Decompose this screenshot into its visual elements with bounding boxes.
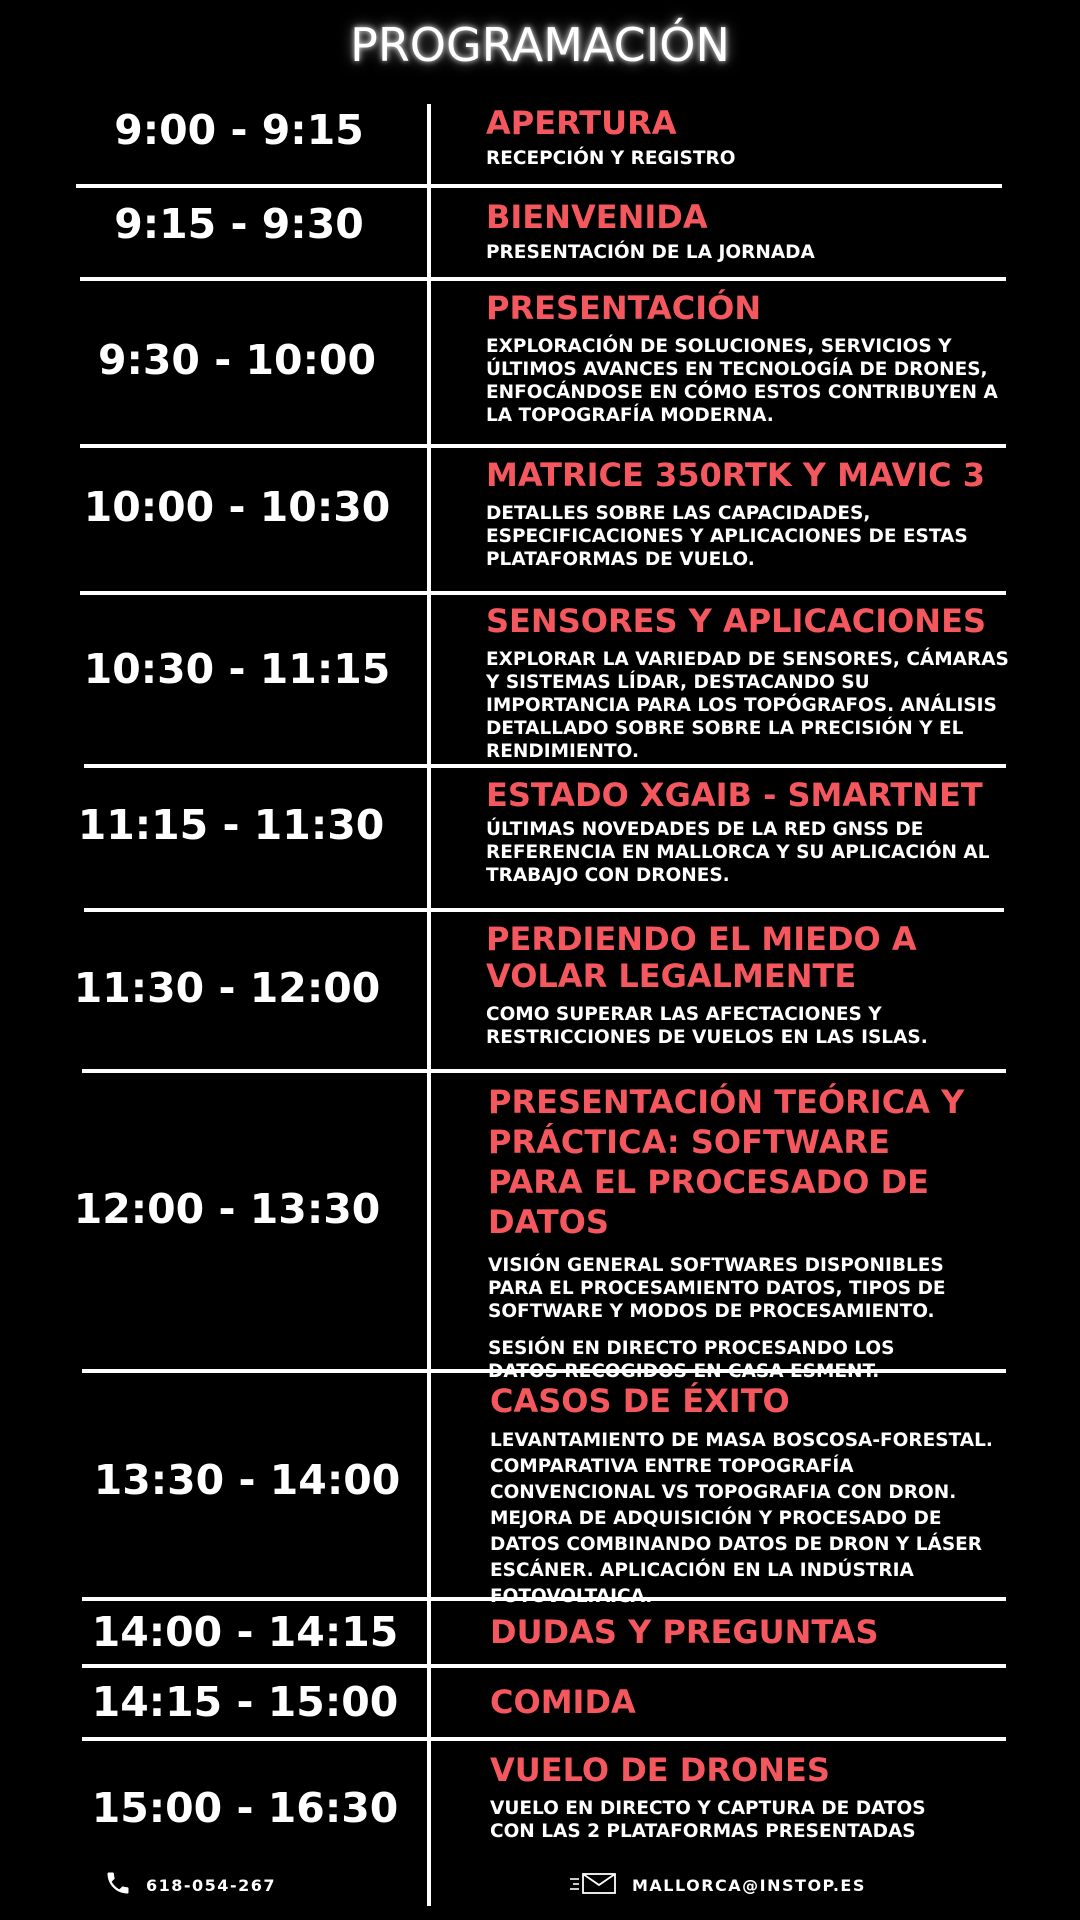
time-slot: 11:15 - 11:30 [77,801,385,849]
session-block [486,921,1016,1049]
session-description: SESIÓN EN DIRECTO PROCESANDO LOS DATOS RECOGIDOS EN CASA ESMENT. [488,1338,895,1382]
session-block [486,457,1016,571]
session-block [490,1684,1020,1721]
time-slot: 10:00 - 10:30 [83,483,391,531]
phone-icon [104,1869,132,1901]
time-slot: 9:00 - 9:15 [114,106,364,154]
session-block [490,1614,1020,1651]
email-address: MALLORCA@INSTOP.ES [632,1875,866,1895]
session-block [490,1752,1020,1843]
session-block [490,1383,1020,1610]
time-slot: 14:00 - 14:15 [91,1608,399,1656]
time-slot: 10:30 - 11:15 [83,645,391,693]
session-description: EXPLORAR LA VARIEDAD DE SENSORES, CÁMARAS Y SISTEMAS LÍDAR, DESTACANDO SU IMPORTANCIA PARA LOS TOPÓGRAFOS. ANÁLISIS DETALLADO SOBRE SOBRE LA PRECISIÓN Y EL RENDIMIENTO. [486,649,1009,762]
envelope-icon [570,1871,618,1899]
session-description: PRESENTACIÓN DE LA JORNADA [486,242,815,263]
session-title: APERTURA [486,104,677,142]
time-slot: 11:30 - 12:00 [73,964,381,1012]
session-description: ÚLTIMAS NOVEDADES DE LA RED GNSS DE REFERENCIA EN MALLORCA Y SU APLICACIÓN AL TRABAJO CON DRONES. [486,819,990,886]
session-block [486,777,1016,887]
session-title: ESTADO XGAIB - SMARTNET [486,776,983,814]
row-divider [84,908,1004,912]
phone-number: 618-054-267 [146,1875,276,1895]
time-slot: 15:00 - 16:30 [91,1784,399,1832]
footer-phone[interactable] [104,1869,276,1901]
row-divider [80,277,1006,281]
session-description: DETALLES SOBRE LAS CAPACIDADES, ESPECIFICACIONES Y APLICACIONES DE ESTAS PLATAFORMAS DE VUELO. [486,503,968,570]
row-divider [82,1664,1006,1668]
session-description: COMO SUPERAR LAS AFECTACIONES Y RESTRICCIONES DE VUELOS EN LAS ISLAS. [486,1004,928,1048]
session-block [488,1082,1018,1383]
session-description: VUELO EN DIRECTO Y CAPTURA DE DATOS CON LAS 2 PLATAFORMAS PRESENTADAS [490,1798,926,1842]
session-block [486,105,1016,170]
session-title: VUELO DE DRONES [490,1751,830,1789]
row-divider [80,591,1006,595]
session-block [486,290,1016,427]
time-slot: 13:30 - 14:00 [93,1456,401,1504]
page-title: PROGRAMACIÓN [350,18,730,72]
session-description: EXPLORACIÓN DE SOLUCIONES, SERVICIOS Y ÚLTIMOS AVANCES EN TECNOLOGÍA DE DRONES, ENFOCÁNDOSE EN CÓMO ESTOS CONTRIBUYEN A LA TOPOGRAFÍA MODERNA. [486,336,998,426]
session-title: BIENVENIDA [486,198,708,236]
time-slot: 12:00 - 13:30 [73,1185,381,1233]
row-divider [82,1737,1006,1741]
session-title: DUDAS Y PREGUNTAS [490,1613,879,1651]
row-divider [84,764,1006,768]
session-title: PRESENTACIÓN [486,289,762,327]
session-block [486,603,1016,763]
session-title: PRESENTACIÓN TEÓRICA Y PRÁCTICA: SOFTWARE PARA EL PROCESADO DE DATOS [488,1083,965,1241]
column-divider [427,104,431,1906]
session-description: VISIÓN GENERAL SOFTWARES DISPONIBLES PARA EL PROCESAMIENTO DATOS, TIPOS DE SOFTWARE Y MODOS DE PROCESAMIENTO. [488,1255,946,1322]
session-title: PERDIENDO EL MIEDO A VOLAR LEGALMENTE [486,920,917,995]
session-description: RECEPCIÓN Y REGISTRO [486,148,736,169]
row-divider [82,1069,1006,1073]
session-block [486,199,1016,264]
time-slot: 14:15 - 15:00 [91,1678,399,1726]
session-title: SENSORES Y APLICACIONES [486,602,986,640]
footer-email[interactable] [570,1871,866,1899]
session-title: COMIDA [490,1683,636,1721]
time-slot: 9:30 - 10:00 [97,336,377,384]
session-title: CASOS DE ÉXITO [490,1382,790,1420]
row-divider [76,184,1002,188]
time-slot: 9:15 - 9:30 [114,200,364,248]
row-divider [80,444,1006,448]
session-title: MATRICE 350RTK Y MAVIC 3 [486,456,986,494]
session-description: LEVANTAMIENTO DE MASA BOSCOSA-FORESTAL. COMPARATIVA ENTRE TOPOGRAFÍA CONVENCIONAL VS TOPOGRAFIA CON DRON. MEJORA DE ADQUISICIÓN Y PROCESADO DE DATOS COMBINANDO DATOS DE DRON Y LÁSER ESCÁNER. APLICACIÓN EN LA INDÚSTRIA FOTOVOLTAICA. [490,1430,993,1607]
